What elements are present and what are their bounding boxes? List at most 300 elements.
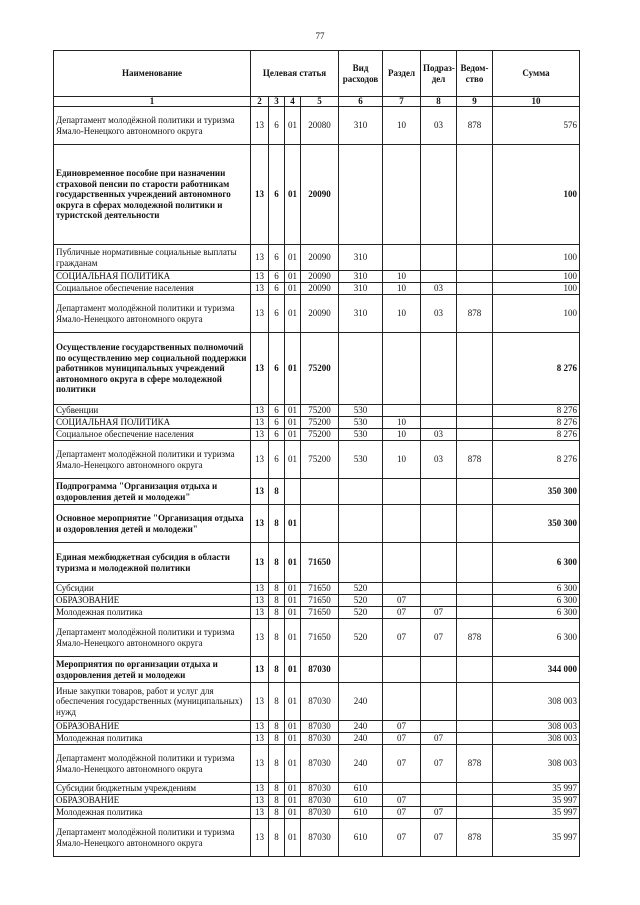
table-row (54, 505, 580, 543)
row-podrazdel-cell: 07 (421, 619, 457, 657)
row-target-cell: 6 (269, 271, 285, 283)
row-target-cell: 87030 (301, 721, 339, 733)
row-podrazdel-cell: 03 (421, 107, 457, 145)
row-podrazdel-cell (421, 271, 457, 283)
table-row (54, 405, 580, 417)
row-vedomstvo-cell (457, 479, 493, 505)
row-target-cell: 8 (269, 505, 285, 543)
row-target-cell: 8 (269, 721, 285, 733)
row-vid-cell: 310 (339, 283, 383, 295)
row-vid-cell (339, 657, 383, 683)
row-vedomstvo-cell (457, 657, 493, 683)
row-razdel-cell: 07 (383, 733, 421, 745)
row-podrazdel-cell (421, 505, 457, 543)
row-target-cell: 01 (285, 607, 301, 619)
row-vedomstvo-cell (457, 417, 493, 429)
row-vid-cell (339, 145, 383, 245)
row-name-cell: Публичные нормативные социальные выплаты гражданам (54, 245, 251, 271)
row-vedomstvo-cell (457, 683, 493, 721)
row-target-cell: 13 (251, 283, 269, 295)
colnum: 5 (301, 97, 339, 107)
row-target-cell: 71650 (301, 543, 339, 583)
row-target-cell: 01 (285, 145, 301, 245)
row-podrazdel-cell (421, 405, 457, 417)
row-razdel-cell: 10 (383, 271, 421, 283)
row-target-cell: 8 (269, 783, 285, 795)
row-target-cell: 01 (285, 657, 301, 683)
table-row (54, 783, 580, 795)
row-target-cell: 13 (251, 245, 269, 271)
row-target-cell: 20090 (301, 271, 339, 283)
row-target-cell: 6 (269, 333, 285, 405)
row-name-cell: Молодежная политика (54, 733, 251, 745)
row-target-cell: 01 (285, 405, 301, 417)
row-vid-cell: 310 (339, 245, 383, 271)
row-vid-cell: 520 (339, 607, 383, 619)
row-target-cell: 13 (251, 417, 269, 429)
row-vid-cell: 310 (339, 107, 383, 145)
row-name-cell: Молодежная политика (54, 607, 251, 619)
row-vedomstvo-cell (457, 505, 493, 543)
row-name-cell: Департамент молодёжной политики и туризма Ямало-Ненецкого автономного округа (54, 295, 251, 333)
row-target-cell: 6 (269, 429, 285, 441)
row-target-cell: 20090 (301, 145, 339, 245)
row-razdel-cell: 07 (383, 795, 421, 807)
row-target-cell: 8 (269, 479, 285, 505)
row-vedomstvo-cell (457, 333, 493, 405)
row-vedomstvo-cell (457, 607, 493, 619)
row-target-cell: 13 (251, 657, 269, 683)
table-row (54, 607, 580, 619)
row-vid-cell: 610 (339, 783, 383, 795)
row-target-cell: 13 (251, 429, 269, 441)
row-razdel-cell (383, 245, 421, 271)
row-sum-cell: 308 003 (493, 733, 580, 745)
row-sum-cell: 6 300 (493, 619, 580, 657)
row-target-cell: 75200 (301, 417, 339, 429)
table-row (54, 479, 580, 505)
row-target-cell: 71650 (301, 619, 339, 657)
table-row (54, 429, 580, 441)
row-sum-cell: 6 300 (493, 583, 580, 595)
row-razdel-cell (383, 479, 421, 505)
row-sum-cell: 6 300 (493, 607, 580, 619)
table-row (54, 733, 580, 745)
row-razdel-cell (383, 333, 421, 405)
row-target-cell: 6 (269, 405, 285, 417)
row-target-cell: 01 (285, 745, 301, 783)
row-podrazdel-cell (421, 333, 457, 405)
row-razdel-cell (383, 405, 421, 417)
row-razdel-cell: 07 (383, 595, 421, 607)
row-name-cell: Мероприятия по организации отдыха и оздоровления детей и молодежи (54, 657, 251, 683)
row-razdel-cell: 10 (383, 441, 421, 479)
row-target-cell: 01 (285, 245, 301, 271)
table-row (54, 795, 580, 807)
row-target-cell: 01 (285, 283, 301, 295)
row-razdel-cell: 10 (383, 429, 421, 441)
row-target-cell: 01 (285, 583, 301, 595)
row-razdel-cell: 07 (383, 745, 421, 783)
colnum: 10 (493, 97, 580, 107)
row-razdel-cell (383, 657, 421, 683)
row-target-cell: 01 (285, 595, 301, 607)
row-target-cell: 13 (251, 819, 269, 857)
table-row (54, 295, 580, 333)
row-sum-cell: 35 997 (493, 807, 580, 819)
row-podrazdel-cell: 07 (421, 807, 457, 819)
colnum: 3 (269, 97, 285, 107)
row-vedomstvo-cell: 878 (457, 107, 493, 145)
header-vid: Вид расходов (339, 51, 383, 97)
row-vedomstvo-cell (457, 583, 493, 595)
table-row (54, 145, 580, 245)
row-name-cell: ОБРАЗОВАНИЕ (54, 721, 251, 733)
row-target-cell: 8 (269, 657, 285, 683)
row-target-cell: 6 (269, 245, 285, 271)
row-sum-cell: 344 000 (493, 657, 580, 683)
row-sum-cell: 6 300 (493, 595, 580, 607)
row-target-cell: 20090 (301, 295, 339, 333)
row-vid-cell: 530 (339, 417, 383, 429)
row-target-cell: 13 (251, 107, 269, 145)
row-podrazdel-cell: 03 (421, 429, 457, 441)
row-vid-cell: 530 (339, 405, 383, 417)
row-name-cell: Департамент молодёжной политики и туризма Ямало-Ненецкого автономного округа (54, 819, 251, 857)
row-target-cell: 8 (269, 745, 285, 783)
colnum: 1 (54, 97, 251, 107)
row-target-cell: 8 (269, 595, 285, 607)
row-vid-cell: 310 (339, 271, 383, 283)
row-sum-cell: 100 (493, 245, 580, 271)
row-sum-cell: 308 003 (493, 683, 580, 721)
header-row (54, 51, 580, 97)
row-razdel-cell (383, 145, 421, 245)
row-vid-cell: 240 (339, 683, 383, 721)
row-vedomstvo-cell: 878 (457, 441, 493, 479)
row-podrazdel-cell: 07 (421, 733, 457, 745)
row-razdel-cell: 07 (383, 619, 421, 657)
row-sum-cell: 100 (493, 283, 580, 295)
table-row (54, 583, 580, 595)
row-vid-cell: 240 (339, 721, 383, 733)
row-target-cell: 01 (285, 107, 301, 145)
row-vedomstvo-cell (457, 733, 493, 745)
colnum: 4 (285, 97, 301, 107)
row-vedomstvo-cell (457, 595, 493, 607)
row-vedomstvo-cell (457, 543, 493, 583)
table-row (54, 807, 580, 819)
row-razdel-cell: 07 (383, 819, 421, 857)
row-target-cell: 6 (269, 417, 285, 429)
row-podrazdel-cell (421, 543, 457, 583)
header-target: Целевая статья (251, 51, 339, 97)
header-summa: Сумма (493, 51, 580, 97)
row-vid-cell: 240 (339, 745, 383, 783)
row-target-cell: 13 (251, 271, 269, 283)
row-podrazdel-cell (421, 245, 457, 271)
row-sum-cell: 350 300 (493, 479, 580, 505)
table-row (54, 271, 580, 283)
row-vedomstvo-cell: 878 (457, 619, 493, 657)
row-target-cell: 01 (285, 295, 301, 333)
row-target-cell: 01 (285, 807, 301, 819)
row-target-cell: 13 (251, 405, 269, 417)
row-vid-cell: 530 (339, 429, 383, 441)
table-body (54, 107, 580, 857)
colnum: 9 (457, 97, 493, 107)
row-target-cell: 87030 (301, 783, 339, 795)
table-row (54, 657, 580, 683)
row-target-cell: 01 (285, 721, 301, 733)
row-target-cell: 01 (285, 619, 301, 657)
row-target-cell: 13 (251, 783, 269, 795)
row-target-cell: 13 (251, 745, 269, 783)
row-target-cell: 87030 (301, 819, 339, 857)
row-target-cell: 01 (285, 783, 301, 795)
table-row (54, 543, 580, 583)
row-target-cell: 6 (269, 145, 285, 245)
row-target-cell: 8 (269, 683, 285, 721)
row-razdel-cell (383, 783, 421, 795)
row-target-cell: 13 (251, 721, 269, 733)
row-razdel-cell (383, 583, 421, 595)
row-razdel-cell: 10 (383, 283, 421, 295)
row-vid-cell: 240 (339, 733, 383, 745)
row-name-cell: Субвенции (54, 405, 251, 417)
row-target-cell: 75200 (301, 405, 339, 417)
row-name-cell: Иные закупки товаров, работ и услуг для обеспечения государственных (муниципальных) нужд (54, 683, 251, 721)
header-name: Наименование (54, 51, 251, 97)
row-target-cell: 6 (269, 107, 285, 145)
row-sum-cell: 6 300 (493, 543, 580, 583)
row-sum-cell: 350 300 (493, 505, 580, 543)
row-target-cell: 01 (285, 271, 301, 283)
colnum: 8 (421, 97, 457, 107)
row-podrazdel-cell (421, 721, 457, 733)
row-name-cell: ОБРАЗОВАНИЕ (54, 595, 251, 607)
row-vedomstvo-cell (457, 271, 493, 283)
row-sum-cell: 8 276 (493, 441, 580, 479)
row-razdel-cell: 10 (383, 107, 421, 145)
row-razdel-cell: 07 (383, 607, 421, 619)
row-target-cell: 75200 (301, 333, 339, 405)
row-vid-cell: 520 (339, 595, 383, 607)
row-target-cell: 6 (269, 283, 285, 295)
row-sum-cell: 8 276 (493, 417, 580, 429)
row-podrazdel-cell: 03 (421, 295, 457, 333)
row-podrazdel-cell (421, 583, 457, 595)
row-razdel-cell (383, 505, 421, 543)
row-target-cell: 13 (251, 583, 269, 595)
row-sum-cell: 35 997 (493, 783, 580, 795)
row-name-cell: Осуществление государственных полномочий по осуществлению мер социальной поддержки работников муниципальных учреждений автономного округа в сфере молодежной политики (54, 333, 251, 405)
row-target-cell: 8 (269, 807, 285, 819)
row-target-cell: 01 (285, 795, 301, 807)
row-target-cell: 13 (251, 295, 269, 333)
row-target-cell: 13 (251, 543, 269, 583)
row-name-cell: Департамент молодёжной политики и туризма Ямало-Ненецкого автономного округа (54, 107, 251, 145)
row-target-cell: 87030 (301, 807, 339, 819)
table-row (54, 619, 580, 657)
row-target-cell: 8 (269, 619, 285, 657)
row-vid-cell: 530 (339, 441, 383, 479)
row-target-cell: 13 (251, 479, 269, 505)
row-target-cell: 20090 (301, 283, 339, 295)
row-target-cell: 13 (251, 807, 269, 819)
row-podrazdel-cell (421, 479, 457, 505)
row-vedomstvo-cell (457, 807, 493, 819)
table-row (54, 245, 580, 271)
row-name-cell: Молодежная политика (54, 807, 251, 819)
row-vid-cell: 610 (339, 819, 383, 857)
row-name-cell: Субсидии бюджетным учреждениям (54, 783, 251, 795)
row-sum-cell: 308 003 (493, 721, 580, 733)
row-name-cell: Департамент молодёжной политики и туризма Ямало-Ненецкого автономного округа (54, 745, 251, 783)
column-number-row (54, 97, 580, 107)
row-podrazdel-cell: 07 (421, 745, 457, 783)
row-sum-cell: 8 276 (493, 333, 580, 405)
row-vedomstvo-cell (457, 429, 493, 441)
row-target-cell: 8 (269, 795, 285, 807)
row-target-cell: 8 (269, 819, 285, 857)
row-name-cell: Департамент молодёжной политики и туризма Ямало-Ненецкого автономного округа (54, 441, 251, 479)
row-vedomstvo-cell (457, 795, 493, 807)
row-target-cell: 87030 (301, 733, 339, 745)
row-target-cell: 13 (251, 683, 269, 721)
row-podrazdel-cell (421, 657, 457, 683)
row-razdel-cell: 10 (383, 295, 421, 333)
colnum: 6 (339, 97, 383, 107)
row-vid-cell: 610 (339, 795, 383, 807)
row-target-cell: 13 (251, 733, 269, 745)
row-podrazdel-cell: 07 (421, 607, 457, 619)
row-target-cell (285, 479, 301, 505)
row-sum-cell: 100 (493, 145, 580, 245)
row-vedomstvo-cell (457, 283, 493, 295)
row-vedomstvo-cell (457, 721, 493, 733)
row-target-cell: 87030 (301, 657, 339, 683)
row-target-cell: 75200 (301, 429, 339, 441)
row-target-cell (301, 505, 339, 543)
row-sum-cell: 100 (493, 271, 580, 283)
row-target-cell: 20080 (301, 107, 339, 145)
row-target-cell: 01 (285, 333, 301, 405)
row-target-cell: 01 (285, 733, 301, 745)
row-target-cell: 8 (269, 583, 285, 595)
row-podrazdel-cell (421, 145, 457, 245)
row-target-cell (301, 479, 339, 505)
table-row (54, 441, 580, 479)
row-target-cell: 13 (251, 595, 269, 607)
row-sum-cell: 308 003 (493, 745, 580, 783)
row-vedomstvo-cell: 878 (457, 745, 493, 783)
row-name-cell: Субсидии (54, 583, 251, 595)
row-vid-cell (339, 479, 383, 505)
row-vid-cell: 610 (339, 807, 383, 819)
row-vid-cell (339, 505, 383, 543)
row-podrazdel-cell (421, 795, 457, 807)
row-razdel-cell (383, 543, 421, 583)
row-target-cell: 13 (251, 607, 269, 619)
row-target-cell: 01 (285, 441, 301, 479)
row-vedomstvo-cell: 878 (457, 819, 493, 857)
row-sum-cell: 35 997 (493, 819, 580, 857)
row-name-cell: СОЦИАЛЬНАЯ ПОЛИТИКА (54, 417, 251, 429)
row-target-cell: 13 (251, 795, 269, 807)
table-row (54, 283, 580, 295)
row-target-cell: 8 (269, 607, 285, 619)
table-row (54, 721, 580, 733)
row-target-cell: 87030 (301, 795, 339, 807)
header-razdel: Раздел (383, 51, 421, 97)
row-podrazdel-cell (421, 595, 457, 607)
table-row (54, 819, 580, 857)
row-razdel-cell: 07 (383, 807, 421, 819)
row-target-cell: 87030 (301, 683, 339, 721)
row-target-cell: 8 (269, 733, 285, 745)
row-vedomstvo-cell: 878 (457, 295, 493, 333)
row-target-cell: 01 (285, 819, 301, 857)
row-vedomstvo-cell (457, 245, 493, 271)
row-name-cell: СОЦИАЛЬНАЯ ПОЛИТИКА (54, 271, 251, 283)
budget-table (53, 50, 580, 857)
row-podrazdel-cell (421, 783, 457, 795)
row-target-cell: 13 (251, 619, 269, 657)
row-podrazdel-cell (421, 417, 457, 429)
table-row (54, 595, 580, 607)
row-target-cell: 8 (269, 543, 285, 583)
row-razdel-cell: 07 (383, 721, 421, 733)
row-podrazdel-cell: 07 (421, 819, 457, 857)
row-target-cell: 01 (285, 505, 301, 543)
row-name-cell: Департамент молодёжной политики и туризма Ямало-Ненецкого автономного округа (54, 619, 251, 657)
row-name-cell: Единовременное пособие при назначении страховой пенсии по старости работникам государственных учреждений автономного округа в сферах молодежной политики и туристской деятельности (54, 145, 251, 245)
row-target-cell: 13 (251, 441, 269, 479)
row-target-cell: 13 (251, 145, 269, 245)
row-name-cell: Социальное обеспечение населения (54, 283, 251, 295)
row-vid-cell (339, 333, 383, 405)
row-target-cell: 71650 (301, 583, 339, 595)
row-target-cell: 6 (269, 295, 285, 333)
row-podrazdel-cell: 03 (421, 283, 457, 295)
table-row (54, 417, 580, 429)
row-razdel-cell: 10 (383, 417, 421, 429)
row-podrazdel-cell (421, 683, 457, 721)
row-vid-cell (339, 543, 383, 583)
page-number: 77 (315, 31, 325, 41)
row-target-cell: 71650 (301, 595, 339, 607)
header-podrazdel: Подраз-дел (421, 51, 457, 97)
row-target-cell: 87030 (301, 745, 339, 783)
row-target-cell: 13 (251, 505, 269, 543)
row-vedomstvo-cell (457, 783, 493, 795)
row-target-cell: 20090 (301, 245, 339, 271)
row-target-cell: 6 (269, 441, 285, 479)
row-sum-cell: 8 276 (493, 429, 580, 441)
row-podrazdel-cell: 03 (421, 441, 457, 479)
row-target-cell: 75200 (301, 441, 339, 479)
row-sum-cell: 8 276 (493, 405, 580, 417)
row-sum-cell: 576 (493, 107, 580, 145)
table-row (54, 683, 580, 721)
table-row (54, 745, 580, 783)
row-target-cell: 01 (285, 429, 301, 441)
row-sum-cell: 35 997 (493, 795, 580, 807)
row-vedomstvo-cell (457, 145, 493, 245)
row-name-cell: Единая межбюджетная субсидия в области туризма и молодежной политики (54, 543, 251, 583)
colnum: 2 (251, 97, 269, 107)
